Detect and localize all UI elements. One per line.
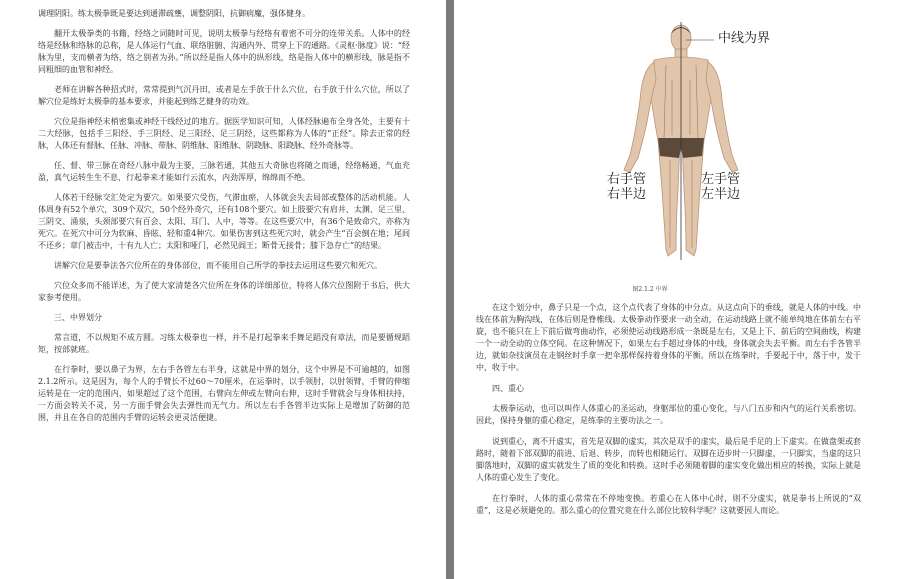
figure-caption: 图2.1.2 中界	[632, 286, 668, 293]
paragraph: 任、督、带三脉在奇经八脉中最为主要，三脉若通，其他五大奇脉也将随之而通，经络畅通，气血充盈，真气运转生生不息，行起拳来才能如行云流水，内劲浑厚，绵绵而不绝。	[38, 161, 410, 182]
figure-label-line: 右手管	[607, 172, 647, 187]
paragraph: 穴位众多而不能详述，为了使大家清楚各穴位所在身体的详细部位，特将人体穴位图附于书后，供大家参考使用。	[38, 281, 410, 302]
paragraph: 说到重心，离不开虚实，首先是双脚的虚实，其次是双手的虚实，最后是手足的上下虚实。在做盘架或套路时，随着下部双脚的前进、后退、转步，而转也相随运行。双脚在迈步时一只脚虚，一只脚实，当虚的这只脚落地时，双脚的虚实就发生了质的变化和转换。这时手必须随着脚的虚实变化做出相应的转换，实际上就是人体的重心发生了变化。	[476, 437, 861, 482]
paragraph: 在这个划分中，鼻子只是一个点，这个点代表了身体的中分点。从这点向下的垂线，就是人体的中线。中线在体前为胸沟线，在体后则是脊椎线。太极拳动作要求一动全动，在运动线路上就不能单纯地在体前左右平旋，也不能只在上下前后做弯曲动作，必须使运动线路形成一条既是左右，又是上下、前后的空间曲线，构建一个一动全动的立体空间。在这种情况下，如果左右手超过身体的中线，身体就会失去平衡。而左右手各管半边，就如杂技演员在走钢丝时手拿一把伞那样保持着身体的平衡。所以在练拳时，手要起于中，落于中，发于中，收于中。	[476, 303, 861, 372]
page-gutter	[446, 0, 454, 579]
figure-label-left-hand	[701, 172, 740, 202]
paragraph: 穴位是指神经末梢密集或神经干线经过的地方。据医学知识可知，人体经脉遍布全身各处，主要有十二大经脉，包括手三阳经、手三阴经、足三阳经、足三阴经，这些都称为人体的“正经”。除去正常的经脉，人体还有督脉、任脉、冲脉、带脉、阴维脉、阳维脉、阴跷脉、阳跷脉、经外奇脉等。	[38, 117, 410, 150]
figure-label-right-hand	[607, 172, 646, 202]
section-heading: 四、重心	[492, 384, 524, 393]
paragraph: 翻开太极拳类的书籍，经络之词随时可见，说明太极拳与经络有着密不可分的连带关系。人体中的经络是经脉和络脉的总称，是人体运行气血、联络脏腑、沟通内外、贯穿上下的通路。《灵枢·脉度》说：“经脉为里，支而横者为络，络之别者为孙。”所以经是指人体中的纵形线，络是指人体中的横形线，脉是指不同粗细的血管和神经。	[38, 29, 410, 74]
paragraph: 常言道，不以规矩不成方圆。习练太极拳也一样，并不是打起拳来手舞足蹈没有章法，而是要循规蹈矩，按部就班。	[38, 333, 410, 354]
human-body-figure	[596, 20, 766, 265]
paragraph: 讲解穴位是要拳法各穴位所在的身体部位，而不能用自己所学的拳技去运用这些要穴和死穴。	[54, 261, 382, 270]
figure-label-line: 左半边	[701, 187, 741, 202]
figure-label-line: 左手管	[701, 172, 741, 187]
paragraph: 在行拳时，人体的重心常常在不停地变换。若重心在人体中心时，则不分虚实，就是拳书上所说的“双重”，这是必须避免的。那么重心的位置究竟在什么部位比较科学呢？这就要因人而论。	[476, 494, 861, 515]
left-text-column	[38, 8, 410, 432]
left-page	[0, 0, 446, 579]
paragraph: 太极拳运动，也可以叫作人体重心的圣运动，身躯部位的重心变化，与八门五步和内气的运行关系密切。因此，保持身躯的重心稳定，是练拳的主要功法之一。	[476, 404, 861, 425]
figure-label-center: 中线为界	[718, 31, 771, 46]
paragraph: 人体若干经脉交汇处定为要穴。如果要穴受伤，气滞血瘀，人体就会失去局部或整体的活动机能。人体周身有52个单穴，309个双穴，50个经外奇穴，还有108个要穴。如上肢要穴有肩井、太渊、足三里、三阴交、涌泉，头颈部要穴有百会、太阳、耳门、人中，等等。在这些要穴中，有36个是致命穴，亦称为死穴。在死穴中可分为软麻、昏眩、轻和重4种穴。如果伤害到这些死穴时，就会产生“百会倒在地；尾闾不还乡；章门被击中，十有九人亡；太阳和哑门，必然见阎王；断骨无接骨；膝下急存亡”的结果。	[38, 193, 410, 250]
right-text-column	[476, 302, 861, 526]
figure-label-line: 右半边	[607, 187, 647, 202]
paragraph: 调理阴阳。练太极拳既是要达到通滞疏壅，调整阴阳，抗御病魔，强体健身。	[38, 9, 310, 18]
paragraph: 老师在讲解各种招式时，常常提到气沉丹田，或者是左手放于什么穴位，右手放于什么穴位，所以了解穴位是练好太极拳的基本要求，并能起到练艺健身的功效。	[38, 85, 410, 106]
paragraph: 在行拳时，要以鼻子为界，左右手各管左右半身，这就是中界的划分，这个中界是不可逾越的，如图2.1.2所示。这是因为，每个人的手臂长不过60～70厘米，在运拳时，以手领肘，以肘领臂，手臂的伸缩运转是在一定的范围内，如果超过了这个范围，右臂向左伸或左臂向右伸，这时手臂就会与身体相扶持，一方面会转关不灵，另一方面手臂会失去弹性而无气力。所以左右手各管半边实际上是增加了防御的范围，并且在各自的范围内手臂的运转会更灵活便捷。	[38, 365, 410, 422]
section-heading: 三、中界划分	[54, 313, 102, 322]
